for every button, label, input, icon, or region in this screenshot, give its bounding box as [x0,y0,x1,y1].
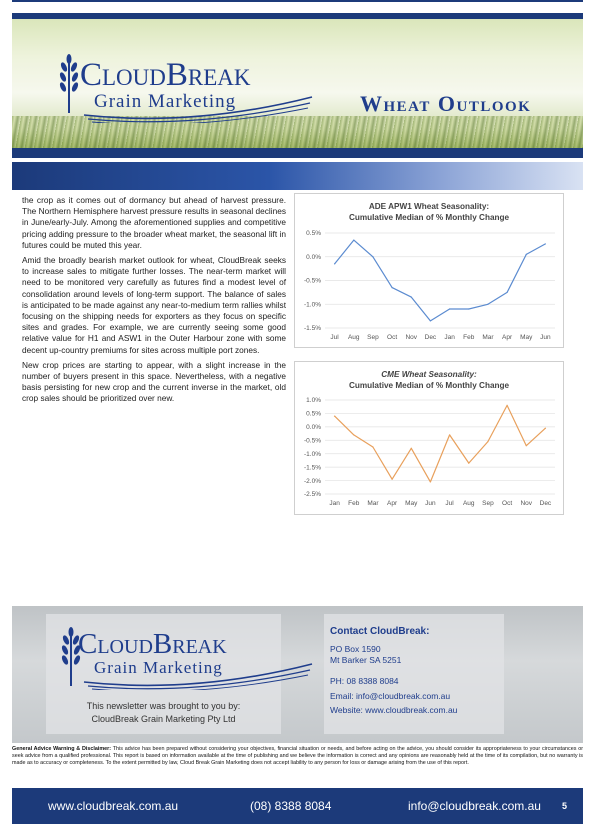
x-tick-label: Jan [329,500,340,507]
x-tick-label: Jun [540,334,551,341]
y-tick-label: 0.5% [306,230,321,238]
logo-cloudbreak-text: CloudBreak [78,628,227,660]
y-tick-label: -0.5% [304,277,321,285]
chart-title-line1: ADE APW1 Wheat Seasonality: [368,202,490,211]
data-point [545,243,546,244]
data-point [449,308,450,309]
bottom-bar [12,788,583,824]
footer-panel [12,606,583,743]
logo-grain-marketing-text: Grain Marketing [94,658,223,677]
top-rule [12,0,583,2]
y-tick-label: 0.0% [306,424,321,432]
chart-title-line1: CME Wheat Seasonality: [381,370,477,379]
data-point [545,428,546,429]
x-tick-label: Jul [445,500,454,507]
y-tick-label: -1.5% [304,464,321,472]
y-tick-label: 1.0% [306,397,321,405]
data-point [487,441,488,442]
data-point [334,263,335,264]
x-tick-label: Jan [444,334,455,341]
data-point [411,448,412,449]
header-top-bar [12,13,583,19]
data-point [372,256,373,257]
chart-subtitle: Cumulative Median of % Monthly Change [348,381,510,390]
contact-email-link[interactable]: Email: info@cloudbreak.com.au [330,690,451,701]
cme-wheat-seasonality-chart [294,361,564,515]
website-link[interactable]: www.cloudbreak.com.au [48,799,179,813]
email-link[interactable]: info@cloudbreak.com.au [408,799,541,813]
paragraph: Amid the broadly bearish market outlook for wheat, CloudBreak seeks to increase sales to mitigate further losses. The near-term market will need to be monitored very carefully as futures find a modest level of consolidation around levels of long-term support. The balance of sales is anticipated to be made against any near-to-medium term rallies whilst focusing on the shipping needs for exporters as they focus on specific sites and grades. For example, we are currently seeing some good relative value for H1 and ASW1 in the Outer Harbour zone with some decent up-country premiums for sites across multiple port zones. [22,255,286,355]
x-tick-label: Oct [502,500,513,507]
data-point [391,479,392,480]
data-point [372,446,373,447]
footer-logo-box [46,614,281,734]
x-tick-label: Jun [425,500,436,507]
data-point [449,434,450,435]
y-tick-label: -1.0% [304,301,321,309]
x-tick-label: Mar [482,334,494,341]
paragraph: the crop as it comes out of dormancy but ahead of harvest pressure. The Northern Hemisphere harvest pressure results in seasonal declines in June/early-July. Among the aforementioned supplies and competitive pricing adding pressure to the broader wheat market, the seasonal lift in futures could be muted this year. [22,195,286,250]
x-tick-label: Feb [348,500,360,507]
data-point [411,297,412,298]
chart-plot [295,362,565,516]
x-tick-label: May [520,334,533,341]
y-tick-label: -1.5% [304,325,321,333]
y-tick-label: -1.0% [304,450,321,458]
disclaimer-text: This advice has been prepared without considering your objectives, financial situation or needs, and before acting on the advice, you should consider its appropriateness to your circumstances or seek advice from a qualified professional. This report is based on information available at the time of publishing and we believe the information is correct and any opinions are reasonably held at the time of its compilation, but no warranty is made as to accuracy or completeness. To the extent permitted by law, Cloud Break Grain Marketing does not accept liability to any person for loss or damage arising from the use of this report. [12,746,583,766]
x-tick-label: Apr [502,334,513,341]
data-point [468,463,469,464]
data-point [334,416,335,417]
x-tick-label: Apr [387,500,398,507]
header-banner [12,13,583,158]
x-tick-label: Sep [367,334,379,341]
cloudbreak-logo [54,53,314,123]
y-tick-label: -2.0% [304,477,321,485]
contact-website-link[interactable]: Website: www.cloudbreak.com.au [330,705,458,715]
data-point [487,304,488,305]
data-point [391,287,392,288]
series-line [335,405,546,482]
data-point [430,481,431,482]
data-point [526,445,527,446]
page-number: 5 [562,801,568,811]
x-tick-label: Aug [462,500,475,507]
po-box: PO Box 1590 [330,644,381,654]
chart-plot [295,194,565,349]
disclaimer [12,746,583,767]
contact-box [324,614,504,734]
data-point [353,240,354,241]
header-bottom-bar [12,148,583,158]
article-body [22,195,286,409]
x-tick-label: Mar [367,500,379,507]
ade-apw1-seasonality-chart [294,193,564,348]
newsletter-line1: This newsletter was brought to you by: [86,701,241,711]
logo-grain-marketing-text: Grain Marketing [94,91,237,112]
section-band [12,162,583,190]
paragraph: New crop prices are starting to appear, with a slight increase in the number of buyers present in this space. Nevertheless, with a negative basis persisting for new crop and the current inverse in the market, old crop sales should be prioritized over new. [22,359,286,404]
page-title: Wheat Outlook [360,91,532,116]
contact-phone: PH: 08 8388 8084 [330,676,399,686]
x-tick-label: May [405,500,418,507]
disclaimer-heading: General Advice Warning & Disclaimer: [12,746,112,752]
x-tick-label: Dec [424,334,437,341]
data-point [468,308,469,309]
x-tick-label: Nov [520,500,533,507]
newsletter-line2: CloudBreak Grain Marketing Pty Ltd [91,714,236,724]
x-tick-label: Nov [405,334,418,341]
x-tick-label: Aug [347,334,360,341]
data-point [506,292,507,293]
chart-subtitle: Cumulative Median of % Monthly Change [348,213,510,222]
data-point [430,320,431,321]
newsletter-credit [46,700,281,726]
y-tick-label: -0.5% [304,437,321,445]
footer-cloudbreak-logo [56,626,286,686]
data-point [526,254,527,255]
x-tick-label: Dec [539,500,552,507]
y-tick-label: 0.0% [306,253,321,261]
x-tick-label: Feb [463,334,475,341]
y-tick-label: -2.5% [304,491,321,499]
y-tick-label: 0.5% [306,410,321,418]
x-tick-label: Oct [387,334,398,341]
data-point [506,405,507,406]
x-tick-label: Jul [330,334,339,341]
phone-number: (08) 8388 8084 [250,799,332,813]
town: Mt Barker SA 5251 [330,654,402,665]
logo-cloudbreak-text: CloudBreak [80,57,251,93]
contact-title: Contact CloudBreak: [330,626,430,637]
x-tick-label: Sep [482,500,494,507]
data-point [353,434,354,435]
